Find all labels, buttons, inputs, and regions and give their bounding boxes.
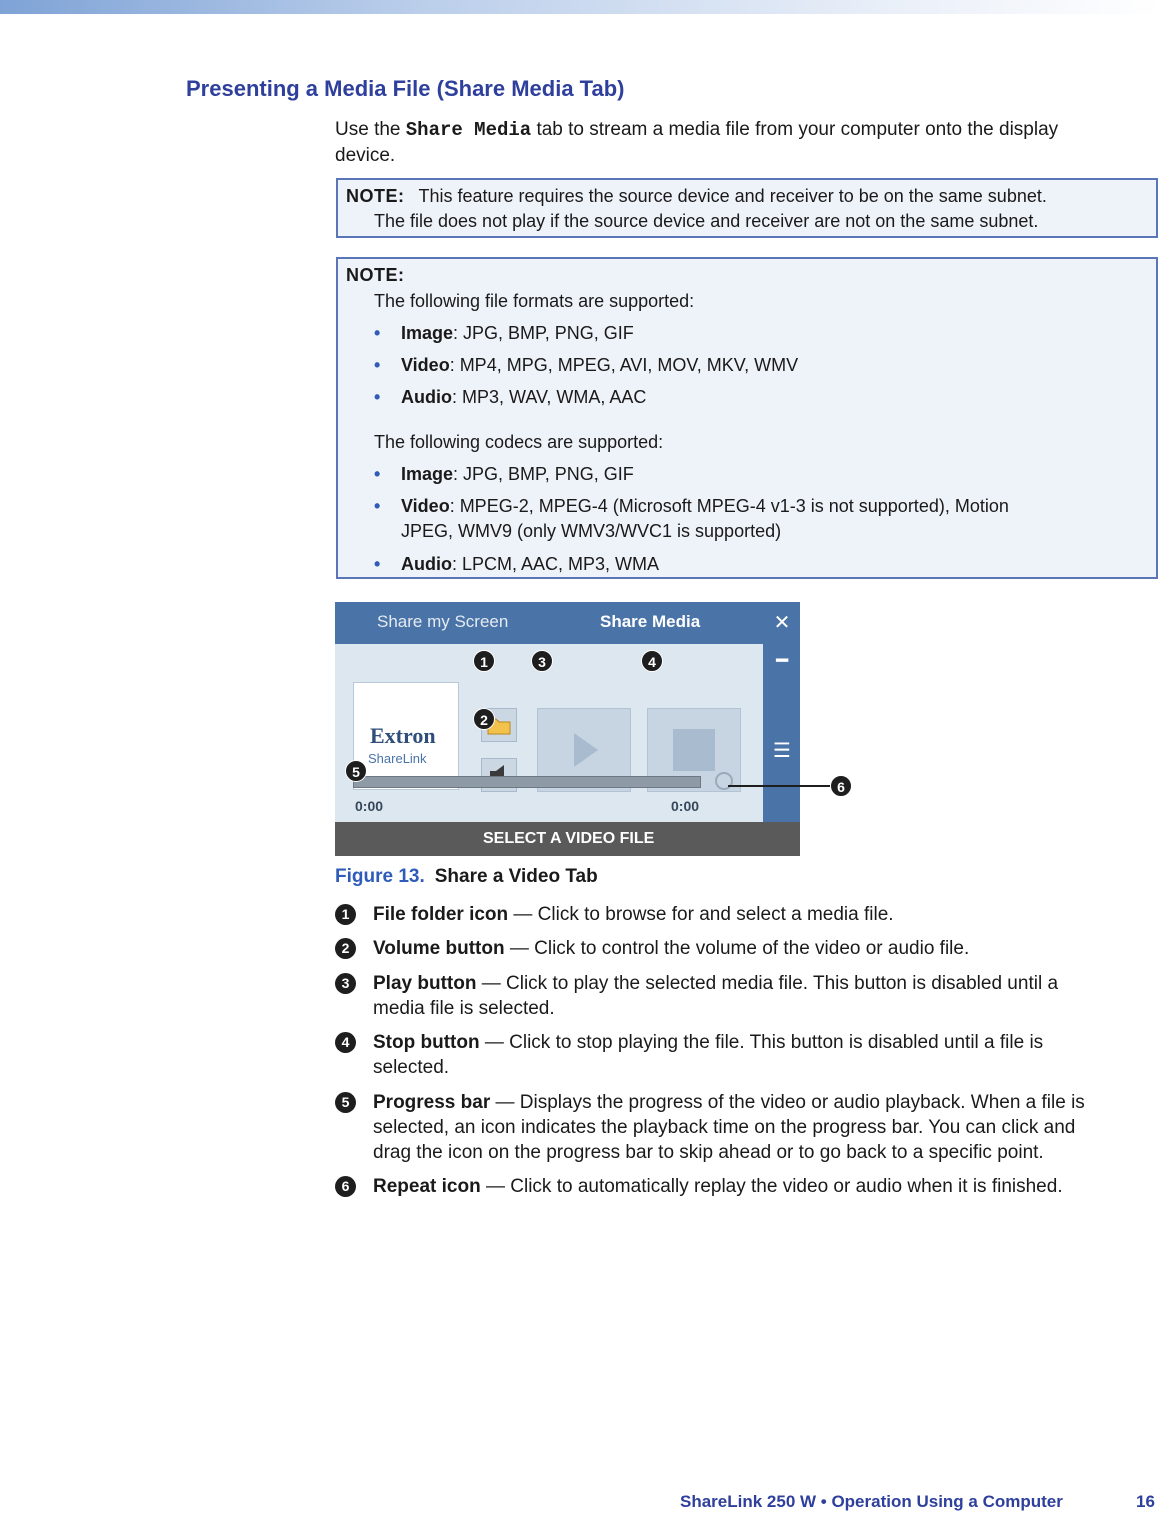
logo-main-text: Extron bbox=[370, 723, 436, 748]
media-panel bbox=[335, 644, 763, 816]
note-text-line2: The file does not play if the source device and receiver are not on the same subnet. bbox=[374, 211, 1039, 231]
page-footer bbox=[0, 1492, 1161, 1514]
menu-icon[interactable]: ☰ bbox=[773, 740, 791, 762]
item-name: Volume button bbox=[373, 938, 505, 959]
codec-item: Video: MPEG-2, MPEG-4 (Microsoft MPEG-4 v1-3 is not supported), Motion bbox=[401, 496, 1009, 516]
item-text: — Click to control the volume of the video or audio file. bbox=[504, 938, 970, 959]
list-item bbox=[335, 902, 1135, 927]
format-item: Audio: MP3, WAV, WMA, AAC bbox=[401, 387, 647, 407]
item-name: File folder icon bbox=[373, 904, 509, 925]
callout-2: 2 bbox=[473, 708, 495, 730]
item-number: 4 bbox=[335, 1032, 356, 1053]
bullet: • bbox=[374, 496, 381, 516]
progress-bar[interactable] bbox=[353, 776, 701, 788]
item-name: Progress bar bbox=[373, 1092, 491, 1113]
bullet: • bbox=[374, 323, 381, 343]
section-title: Presenting a Media File (Share Media Tab) bbox=[186, 76, 625, 101]
figure-title: Share a Video Tab bbox=[434, 866, 598, 887]
codec-item: Image: JPG, BMP, PNG, GIF bbox=[401, 464, 634, 484]
intro-prefix: Use the bbox=[335, 119, 406, 140]
item-number: 6 bbox=[335, 1176, 356, 1197]
close-icon[interactable]: ✕ bbox=[773, 612, 791, 634]
list-item bbox=[335, 936, 1135, 961]
bullet: • bbox=[374, 554, 381, 574]
note-label: NOTE: bbox=[346, 186, 405, 206]
header-band bbox=[0, 0, 1161, 14]
list-item bbox=[335, 1030, 1135, 1080]
bullet: • bbox=[374, 355, 381, 375]
bullet: • bbox=[374, 464, 381, 484]
minimize-icon[interactable]: ━ bbox=[775, 650, 789, 672]
note-subnet bbox=[336, 178, 1158, 238]
item-text: — Click to browse for and select a media file. bbox=[508, 904, 894, 925]
item-number: 5 bbox=[335, 1092, 356, 1113]
figure-number: Figure 13. bbox=[335, 866, 425, 887]
item-text-3: drag the icon on the progress bar to skip ahead or to go back to a specific point. bbox=[373, 1142, 1044, 1163]
item-name: Stop button bbox=[373, 1032, 480, 1053]
note-label: NOTE: bbox=[346, 265, 405, 285]
repeat-icon[interactable] bbox=[715, 772, 733, 790]
note-text-line1: This feature requires the source device and receiver to be on the same subnet. bbox=[418, 186, 1047, 206]
callout-5: 5 bbox=[345, 760, 367, 782]
format-item: Video: MP4, MPG, MPEG, AVI, MOV, MKV, WMV bbox=[401, 355, 799, 375]
extron-logo bbox=[353, 682, 459, 790]
item-text: — Click to automatically replay the video or audio when it is finished. bbox=[480, 1176, 1063, 1197]
bullet: • bbox=[374, 387, 381, 407]
page-number: 16 bbox=[1136, 1492, 1155, 1511]
time-end: 0:00 bbox=[671, 798, 700, 814]
footer-text: ShareLink 250 W • Operation Using a Computer bbox=[680, 1492, 1063, 1511]
time-start: 0:00 bbox=[355, 798, 384, 814]
note-formats bbox=[336, 257, 1158, 579]
callout-3: 3 bbox=[531, 650, 553, 672]
window-sidebar bbox=[763, 602, 800, 856]
share-media-screenshot bbox=[335, 602, 800, 856]
list-item bbox=[335, 1090, 1135, 1165]
callout-1: 1 bbox=[473, 650, 495, 672]
item-number: 3 bbox=[335, 973, 356, 994]
item-text-2: selected, an icon indicates the playback time on the progress bar. You can click and bbox=[373, 1117, 1076, 1138]
select-video-label[interactable]: SELECT A VIDEO FILE bbox=[483, 830, 655, 847]
item-number: 2 bbox=[335, 938, 356, 959]
format-item: Image: JPG, BMP, PNG, GIF bbox=[401, 323, 634, 343]
tab-share-media[interactable]: Share Media bbox=[600, 612, 701, 631]
bottom-bar bbox=[335, 822, 800, 856]
intro-tab-name: Share Media bbox=[405, 119, 532, 141]
item-number: 1 bbox=[335, 904, 356, 925]
intro-suffix-2: device. bbox=[335, 145, 396, 166]
figure-caption bbox=[335, 866, 598, 888]
item-text: — Click to play the selected media file. This button is disabled until a bbox=[476, 973, 1059, 994]
item-name: Play button bbox=[373, 973, 477, 994]
formats-heading: The following file formats are supported: bbox=[374, 291, 695, 311]
item-text-2: selected. bbox=[373, 1057, 450, 1078]
codec-item-continued: JPEG, WMV9 (only WMV3/WVC1 is supported) bbox=[401, 521, 782, 541]
intro-suffix: tab to stream a media file from your computer onto the display bbox=[531, 119, 1059, 140]
tab-bar bbox=[335, 602, 763, 644]
codecs-heading: The following codecs are supported: bbox=[374, 432, 664, 452]
item-text: — Displays the progress of the video or audio playback. When a file is bbox=[490, 1092, 1085, 1113]
tab-share-my-screen[interactable]: Share my Screen bbox=[377, 612, 509, 631]
item-name: Repeat icon bbox=[373, 1176, 481, 1197]
callout-4: 4 bbox=[641, 650, 663, 672]
item-text-2: media file is selected. bbox=[373, 998, 555, 1019]
callout-6: 6 bbox=[830, 775, 852, 797]
list-item bbox=[335, 1174, 1135, 1199]
callout-6-leader bbox=[728, 785, 830, 787]
intro-paragraph bbox=[335, 117, 1135, 169]
codec-item: Audio: LPCM, AAC, MP3, WMA bbox=[401, 554, 660, 574]
logo-sub-text: ShareLink bbox=[368, 751, 427, 766]
item-text: — Click to stop playing the file. This button is disabled until a file is bbox=[479, 1032, 1044, 1053]
list-item bbox=[335, 971, 1135, 1021]
